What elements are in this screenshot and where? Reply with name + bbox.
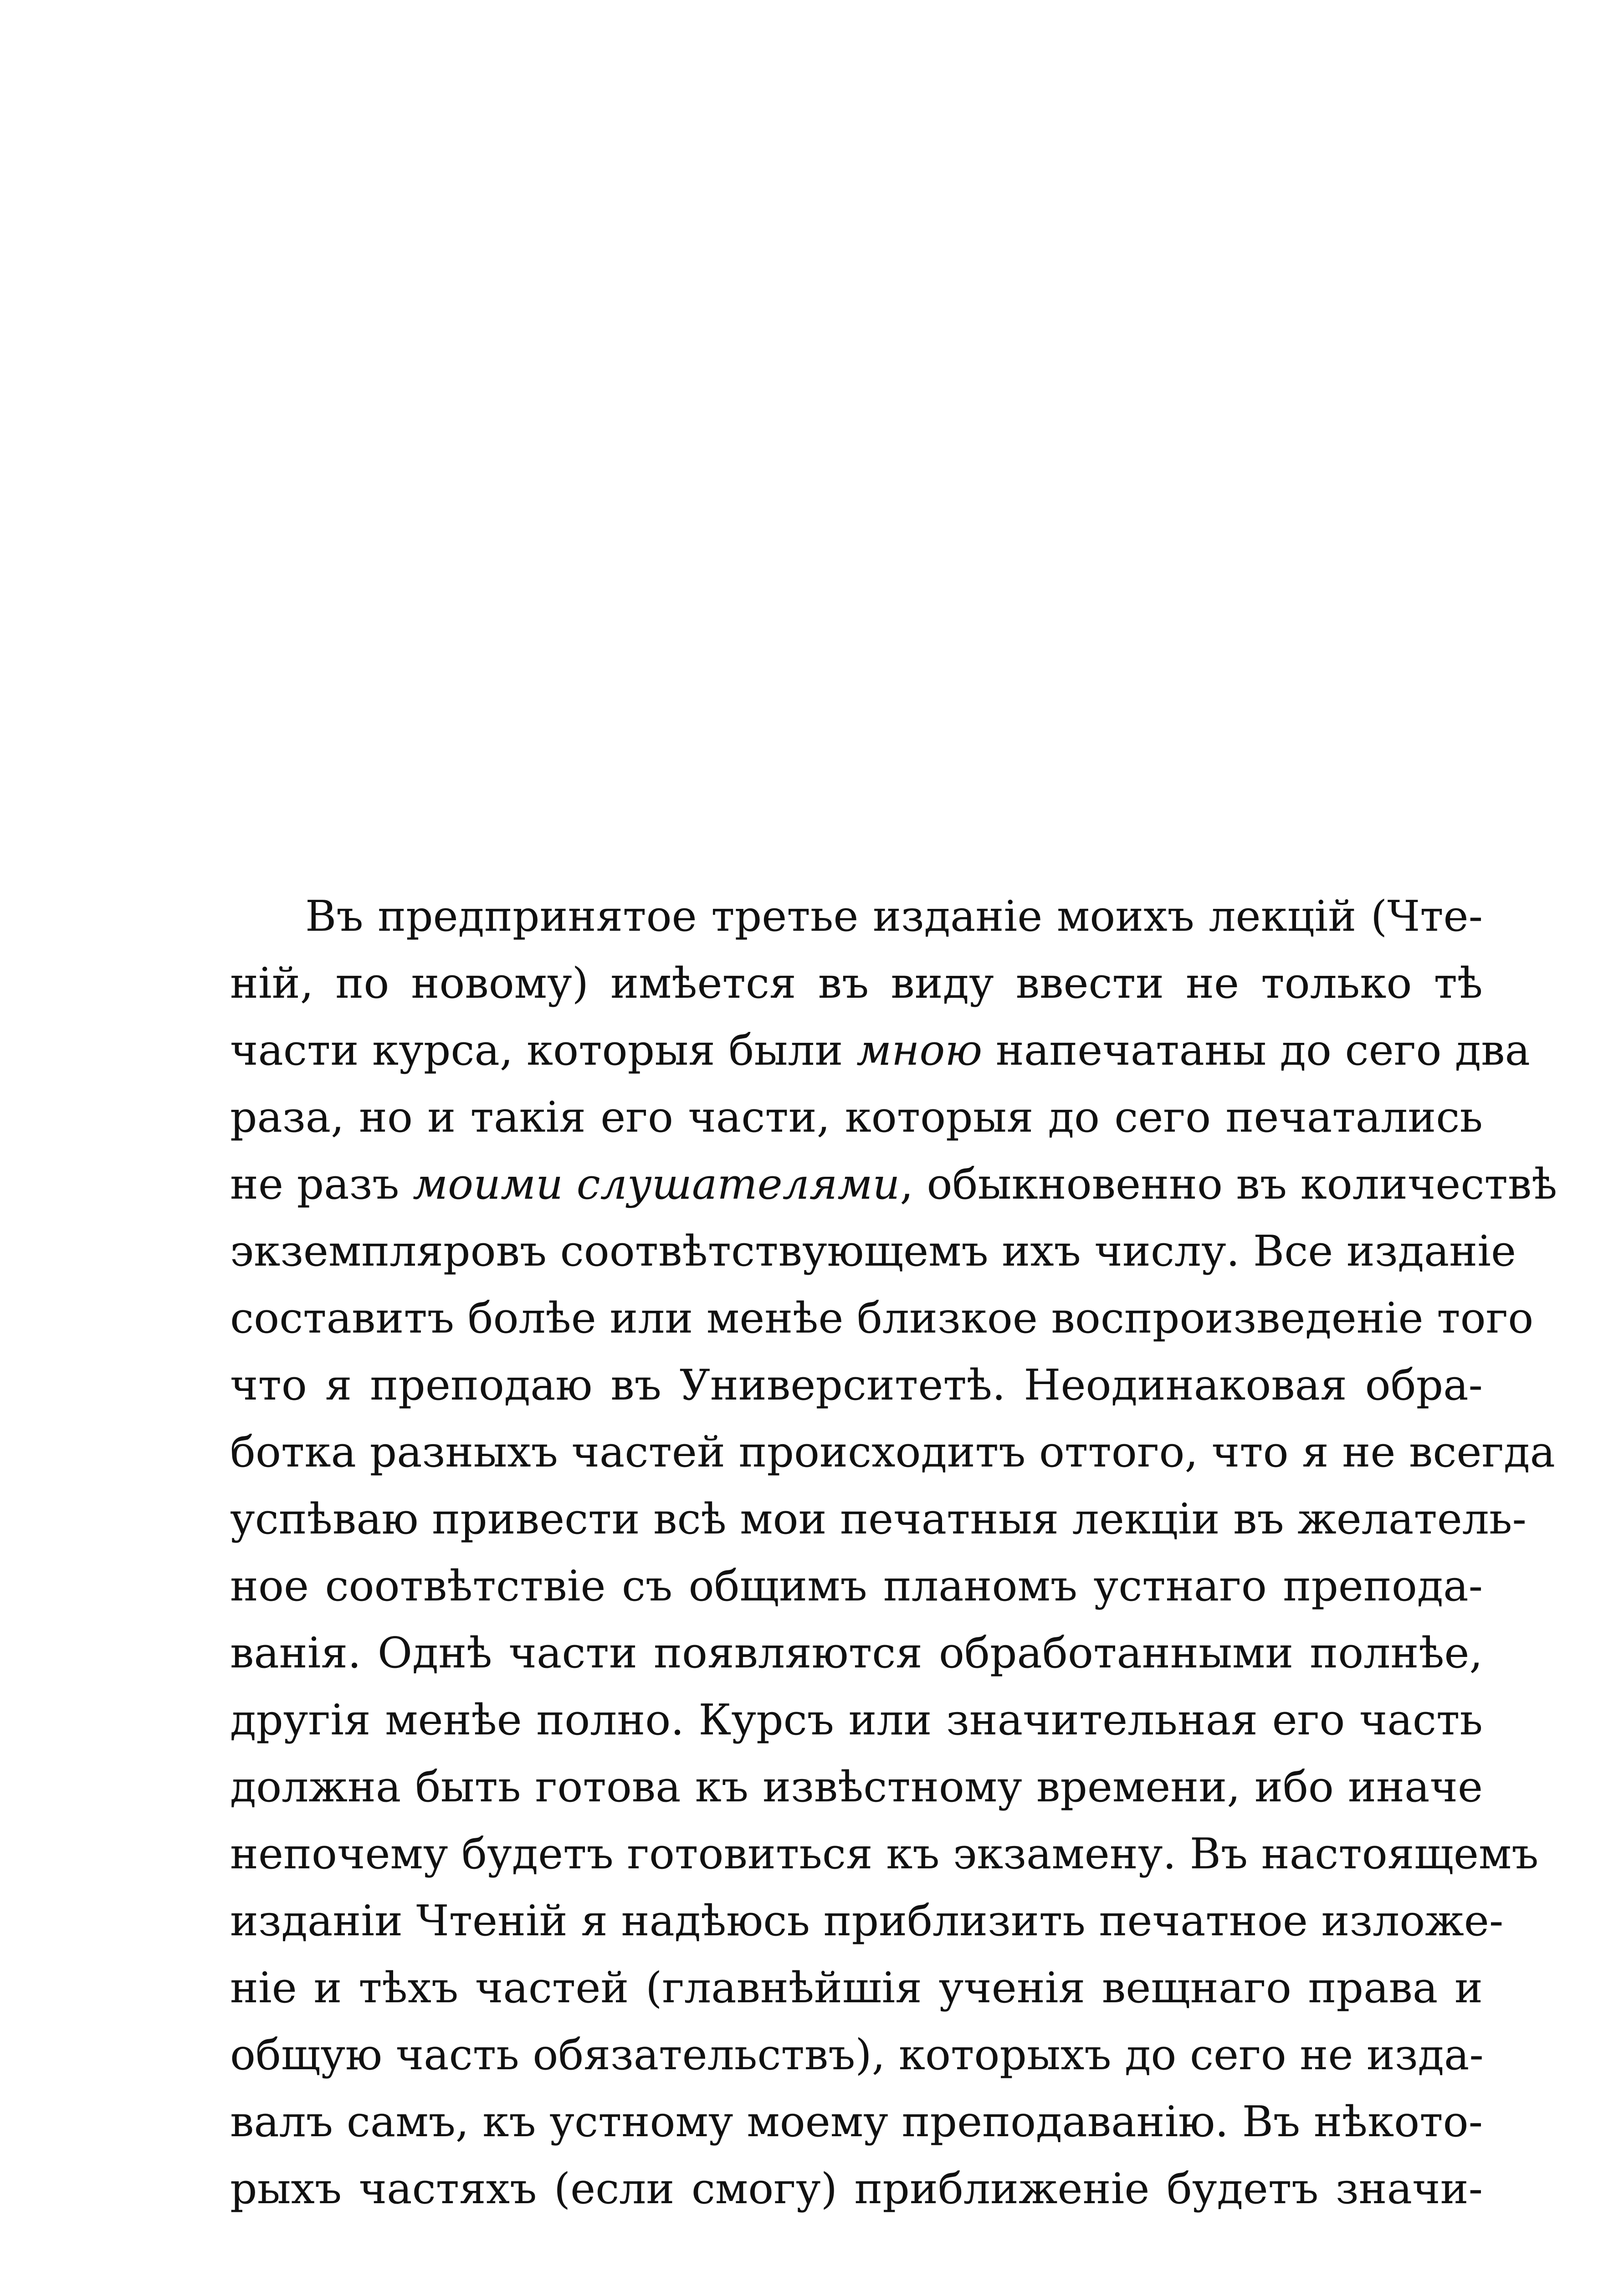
text-line bbox=[230, 1887, 1504, 1954]
text-segment: ванія. Однѣ части появляются обработанными полнѣе, bbox=[230, 1628, 1483, 1677]
text-line bbox=[230, 2155, 1483, 2222]
text-segment: общую часть обязательствъ), которыхъ до сего не изда- bbox=[230, 2030, 1484, 2079]
text-segment: ній, по новому) имѣется въ виду ввести не только тѣ bbox=[230, 959, 1483, 1008]
text-line bbox=[230, 1218, 1516, 1285]
text-line bbox=[230, 2021, 1483, 2088]
text-segment: рыхъ частяхъ (если смогу) приближеніе будетъ значи- bbox=[230, 2164, 1483, 2213]
text-segment: другія менѣе полно. Курсъ или значительная его часть bbox=[230, 1695, 1483, 1744]
text-segment: успѣваю привести всѣ мои печатныя лекціи въ желатель- bbox=[230, 1494, 1527, 1544]
text-segment: раза, но и такія его части, которыя до сего печатались bbox=[230, 1092, 1483, 1142]
text-line bbox=[230, 1285, 1534, 1352]
text-line bbox=[230, 1553, 1483, 1620]
text-line bbox=[230, 1352, 1483, 1419]
italic-emphasis: мною bbox=[856, 1026, 983, 1075]
text-line bbox=[230, 883, 1483, 950]
text-segment: Въ предпринятое третье изданіе моихъ лекцій (Чте- bbox=[305, 892, 1483, 941]
text-segment: не разъ bbox=[230, 1159, 413, 1209]
text-line bbox=[230, 1486, 1527, 1553]
text-segment: экземпляровъ соотвѣтствующемъ ихъ числу. Все изданіе bbox=[230, 1226, 1516, 1276]
body-paragraph bbox=[230, 883, 1557, 2222]
text-segment: валъ самъ, къ устному моему преподаванію. Въ нѣкото- bbox=[230, 2097, 1483, 2146]
text-segment: должна быть готова къ извѣстному времени, ибо иначе bbox=[230, 1762, 1483, 1811]
text-line bbox=[230, 1620, 1483, 1687]
text-line bbox=[230, 2088, 1483, 2155]
text-segment: части курса, которыя были bbox=[230, 1026, 857, 1075]
text-line bbox=[230, 1821, 1539, 1887]
text-line bbox=[230, 1754, 1483, 1821]
text-segment: составитъ болѣе или менѣе близкое воспроизведеніе того bbox=[230, 1293, 1534, 1343]
text-line bbox=[230, 1017, 1530, 1084]
text-segment: ботка разныхъ частей происходитъ оттого, что я не всегда bbox=[230, 1427, 1555, 1477]
text-segment: , обыкновенно въ количествѣ bbox=[900, 1159, 1557, 1209]
italic-emphasis: моими слушателями bbox=[413, 1159, 900, 1209]
text-segment: что я преподаю въ Университетѣ. Неодинаковая обра- bbox=[230, 1360, 1483, 1410]
text-line bbox=[230, 1084, 1483, 1151]
text-segment: непочему будетъ готовиться къ экзамену. Въ настоящемъ bbox=[230, 1829, 1539, 1878]
text-line bbox=[230, 1687, 1483, 1754]
text-segment: ніе и тѣхъ частей (главнѣйшія ученія вещнаго права и bbox=[230, 1963, 1483, 2012]
text-segment: изданіи Чтеній я надѣюсь приблизить печатное изложе- bbox=[230, 1896, 1504, 1945]
text-segment: ное соотвѣтствіе съ общимъ планомъ устнаго препода- bbox=[230, 1561, 1483, 1610]
text-line bbox=[230, 1151, 1557, 1218]
text-line bbox=[230, 950, 1483, 1017]
text-line bbox=[230, 1954, 1483, 2021]
text-line bbox=[230, 1419, 1555, 1486]
text-segment: напечатаны до сего два bbox=[982, 1026, 1530, 1075]
